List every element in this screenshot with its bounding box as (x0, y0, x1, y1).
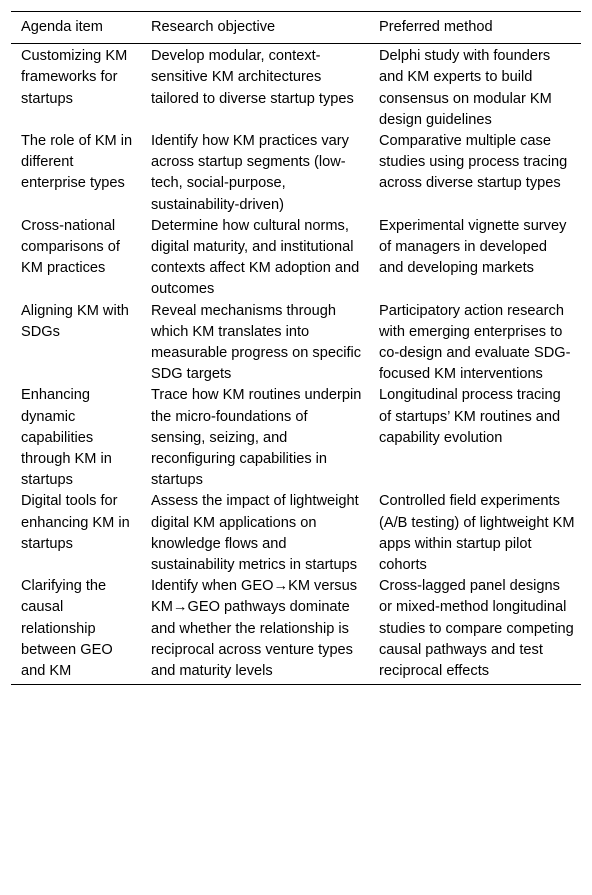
agenda-item-cell: Clarifying the causal relationship between GEO and KM (21, 578, 113, 680)
table-row (11, 44, 581, 131)
preferred-method-cell: Longitudinal process tracing of startups’ KM routines and capability evolution (379, 387, 561, 446)
preferred-method-cell: Comparative multiple case studies using process tracing across diverse startup types (379, 133, 568, 192)
table-row (11, 216, 581, 301)
header-agenda-item: Agenda item (21, 19, 103, 35)
table-row (11, 491, 581, 576)
preferred-method-cell: Delphi study with founders and KM experts to build consensus on modular KM design guidelines (379, 48, 552, 128)
agenda-item-cell: Cross-national comparisons of KM practices (21, 217, 120, 277)
research-objective-cell: Develop modular, context-sensitive KM architectures tailored to diverse startup types (151, 48, 354, 107)
research-objective-cell: Assess the impact of lightweight digital KM applications on knowledge flows and sustainability metrics in startups (151, 493, 359, 574)
header-research-objective: Research objective (151, 19, 276, 35)
table-row (11, 301, 581, 386)
agenda-item-cell: The role of KM in different enterprise types (21, 133, 133, 192)
research-objective-cell: Reveal mechanisms through which KM translates into measurable progress on specific SDG targets (151, 302, 362, 383)
header-row (11, 12, 581, 44)
research-agenda-table-container (11, 11, 581, 685)
table-row (11, 385, 581, 491)
table-body (11, 44, 581, 685)
research-objective-cell: Determine how cultural norms, digital maturity, and institutional contexts affect KM adoption and outcomes (151, 217, 360, 298)
table-row (11, 576, 581, 685)
agenda-item-cell: Enhancing dynamic capabilities through KM in startups (21, 387, 112, 489)
preferred-method-cell: Cross-lagged panel designs or mixed-method longitudinal studies to compare competing causal pathways and test reciprocal effects (379, 578, 574, 680)
research-objective-cell: Identify when GEO→KM versus KM→GEO pathways dominate and whether the relationship is reciprocal across venture types and maturity levels (151, 578, 358, 680)
preferred-method-cell: Participatory action research with emerging enterprises to co-design and evaluate SDG-focused KM interventions (379, 302, 571, 383)
preferred-method-cell: Experimental vignette survey of managers in developed and developing markets (379, 217, 567, 277)
agenda-item-cell: Aligning KM with SDGs (21, 302, 129, 340)
table-row (11, 131, 581, 216)
research-objective-cell: Trace how KM routines underpin the micro-foundations of sensing, seizing, and reconfiguring capabilities in startups (151, 387, 362, 489)
research-objective-cell: Identify how KM practices vary across startup segments (low-tech, social-purpose, sustainability-driven) (151, 133, 349, 213)
table-header (11, 12, 581, 44)
preferred-method-cell: Controlled field experiments (A/B testing) of lightweight KM apps within startup pilot cohorts (379, 493, 575, 574)
header-preferred-method: Preferred method (379, 19, 493, 35)
agenda-item-cell: Digital tools for enhancing KM in startups (21, 493, 130, 552)
agenda-item-cell: Customizing KM frameworks for startups (21, 48, 128, 107)
research-agenda-table (11, 11, 581, 685)
